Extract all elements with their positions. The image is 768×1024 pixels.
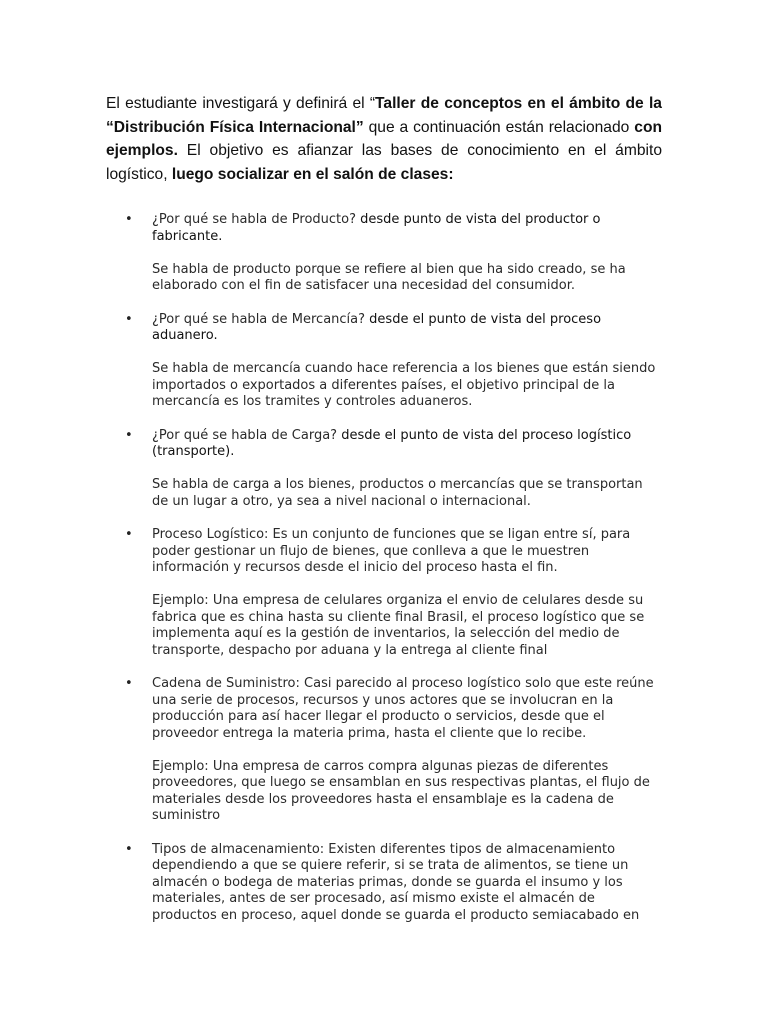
question-tail: desde el punto de vista del proceso aduanero. <box>152 311 602 343</box>
bullet-icon: • <box>125 212 133 227</box>
intro-bold-examples: con ejemplos. <box>106 118 662 159</box>
question-mercancia <box>152 312 660 345</box>
bullet-icon: • <box>125 841 133 857</box>
intro-text-3: El objetivo es afianzar las bases de conocimiento en el ámbito logístico, <box>106 142 662 183</box>
list-item-almacenamiento <box>125 842 660 925</box>
question-producto <box>152 212 660 245</box>
intro-text-2: que a continuación están relacionado <box>363 118 635 136</box>
bullet-icon: • <box>125 676 133 691</box>
question-text: ¿Por qué se habla de Carga? <box>152 427 338 443</box>
example-proceso-logistico: Ejemplo: Una empresa de celulares organiza el envio de celulares desde su fabrica que es china hasta su cliente final Brasil, el proceso logístico que se implementa aquí es la gestión de inventarios, la selección del medio de transporte, despacho por aduana y la entrega al cliente final <box>152 593 645 658</box>
answer-producto: Se habla de producto porque se refiere al bien que ha sido creado, se ha elaborado con el fin de satisfacer una necesidad del consumidor. <box>152 261 626 293</box>
intro-paragraph <box>106 92 662 186</box>
list-item-carga <box>125 428 660 511</box>
list-item-proceso-logistico <box>125 527 660 659</box>
answer-mercancia: Se habla de mercancía cuando hace referencia a los bienes que están siendo importados o exportados a diferentes países, el objetivo principal de la mercancía es los tramites y controles aduaneros. <box>152 361 656 409</box>
question-carga <box>152 428 660 461</box>
concept-list <box>125 212 660 941</box>
question-text: ¿Por qué se habla de Producto? <box>152 212 356 227</box>
question-tail: desde el punto de vista del proceso logístico (transporte). <box>152 427 632 459</box>
question-text: ¿Por qué se habla de Mercancía? <box>152 311 366 327</box>
example-cadena-suministro: Ejemplo: Una empresa de carros compra algunas piezas de diferentes proveedores, que luego se ensamblan en sus respectivas plantas, el flujo de materiales desde los proveedores hasta el ensamblaje es la cadena de suministro <box>152 758 650 823</box>
question-tail: desde punto de vista del productor o fabricante. <box>152 212 601 244</box>
intro-bold-title: Taller de conceptos en el ámbito de la “Distribución Física Internacional” <box>106 95 662 136</box>
list-item-cadena-suministro <box>125 676 660 825</box>
intro-bold-socialize: luego socializar en el salón de clases: <box>171 165 454 183</box>
definition-cadena-suministro: Cadena de Suministro: Casi parecido al proceso logístico solo que este reúne una serie de procesos, recursos y unos actores que se involucran en la producción para así hacer llegar el producto o servicios, desde que el proveedor entrega la materia prima, hasta el cliente que lo recibe. <box>152 676 654 741</box>
definition-proceso-logistico: Proceso Logístico: Es un conjunto de funciones que se ligan entre sí, para poder gestionar un flujo de bienes, que conlleva a que le muestren información y recursos desde el inicio del proceso hasta el fin. <box>152 527 631 575</box>
list-item-mercancia <box>125 312 660 411</box>
bullet-icon: • <box>125 527 133 542</box>
bullet-icon: • <box>125 311 133 327</box>
bullet-icon: • <box>125 427 133 443</box>
definition-almacenamiento: Tipos de almacenamiento: Existen diferentes tipos de almacenamiento dependiendo a que se quiere referir, si se trata de alimentos, se tiene un almacén o bodega de materias primas, donde se guarda el insumo y los materiales, antes de ser procesado, así mismo existe el almacén de productos en proceso, aquel donde se guarda el producto semiacabado en <box>152 841 640 923</box>
intro-text-1: El estudiante investigará y definirá el “ <box>106 95 376 112</box>
list-item-producto <box>125 212 660 295</box>
answer-carga: Se habla de carga a los bienes, productos o mercancías que se transportan de un lugar a otro, ya sea a nivel nacional o internacional. <box>152 477 643 509</box>
